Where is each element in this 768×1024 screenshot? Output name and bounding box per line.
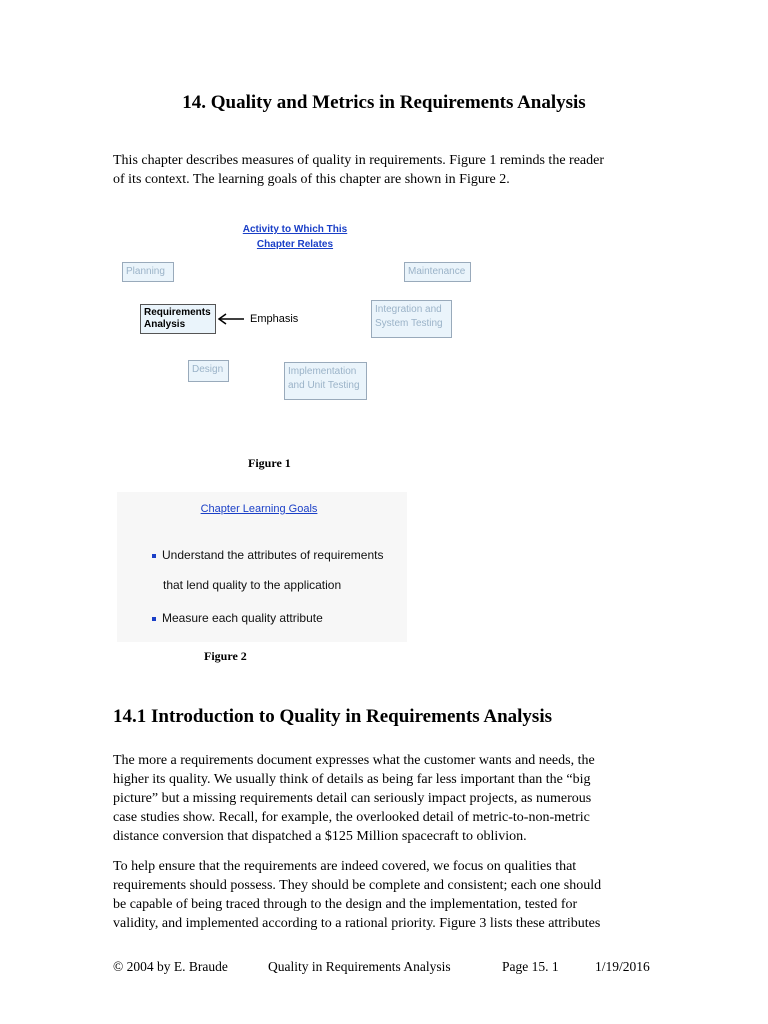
goal-item-continuation: that lend quality to the application xyxy=(163,578,342,592)
paragraph-line: distance conversion that dispatched a $125 Million spacecraft to oblivion. xyxy=(113,829,527,844)
section-paragraph-2 xyxy=(113,857,658,933)
bullet-icon xyxy=(152,617,156,621)
footer-copyright: © 2004 by E. Braude xyxy=(113,959,228,974)
footer-page-number: Page 15. 1 xyxy=(502,959,559,974)
integration-testing-box: Integration and System Testing xyxy=(371,300,452,338)
paragraph-line: To help ensure that the requirements are indeed covered, we focus on qualities that xyxy=(113,859,577,874)
goal-item: Measure each quality attribute xyxy=(152,611,323,625)
footer-title: Quality in Requirements Analysis xyxy=(268,959,451,974)
maintenance-box: Maintenance xyxy=(404,262,471,282)
intro-paragraph xyxy=(113,151,658,189)
intro-line: of its context. The learning goals of this chapter are shown in Figure 2. xyxy=(113,172,510,187)
paragraph-line: higher its quality. We usually think of details as being far less important than the “big xyxy=(113,772,591,787)
emphasis-label: Emphasis xyxy=(250,313,299,325)
section-paragraph-1 xyxy=(113,751,658,846)
paragraph-line: be capable of being traced through to the design and the implementation, tested for xyxy=(113,897,578,912)
paragraph-line: The more a requirements document expresses what the customer wants and needs, the xyxy=(113,753,595,768)
bullet-icon xyxy=(152,554,156,558)
requirements-analysis-box: Requirements Analysis xyxy=(140,304,216,334)
goal-item: Understand the attributes of requirements xyxy=(152,548,383,562)
chapter-title: 14. Quality and Metrics in Requirements Analysis xyxy=(182,92,586,113)
design-box: Design xyxy=(188,360,229,382)
intro-line: This chapter describes measures of quality in requirements. Figure 1 reminds the reader xyxy=(113,153,605,168)
emphasis-arrow-icon xyxy=(216,312,246,326)
paragraph-line: validity, and implemented according to a rational priority. Figure 3 lists these attributes xyxy=(113,916,601,931)
learning-goals-heading[interactable]: Chapter Learning Goals xyxy=(200,503,318,515)
section-title: 14.1 Introduction to Quality in Requirements Analysis xyxy=(113,706,552,727)
planning-box: Planning xyxy=(122,262,174,282)
paragraph-line: picture” but a missing requirements detail can seriously impact projects, as numerous xyxy=(113,791,592,806)
figure-1-caption: Figure 1 xyxy=(248,456,291,470)
footer-date: 1/19/2016 xyxy=(595,959,650,974)
figure-2-caption: Figure 2 xyxy=(204,649,247,663)
figure-1-heading[interactable]: Activity to Which This Chapter Relates xyxy=(242,224,348,250)
implementation-box: Implementation and Unit Testing xyxy=(284,362,367,400)
paragraph-line: requirements should possess. They should be complete and consistent; each one should xyxy=(113,878,602,893)
paragraph-line: case studies show. Recall, for example, the overlooked detail of metric-to-non-metric xyxy=(113,810,590,825)
